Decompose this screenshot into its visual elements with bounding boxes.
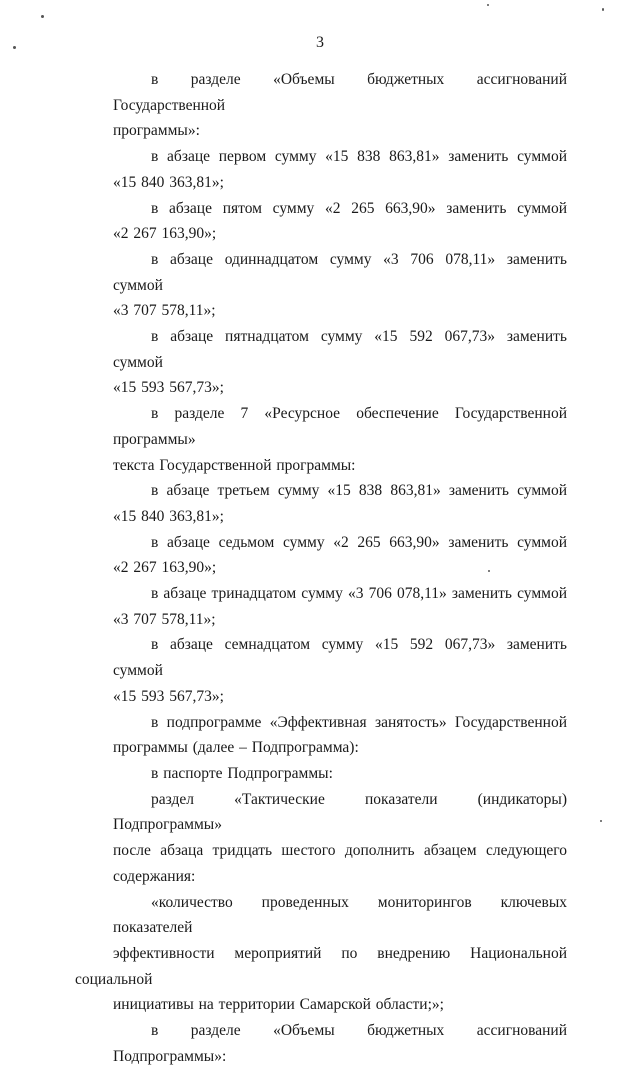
scan-speck [41, 15, 44, 18]
scan-speck [13, 46, 16, 49]
paragraph-line: в абзаце семнадцатом сумму «15 592 067,73» заменить суммой [113, 636, 567, 680]
paragraph-line: в абзаце первом сумму «15 838 863,81» заменить суммой [151, 148, 567, 166]
paragraph-line: «3 707 578,11»; [113, 610, 216, 628]
paragraph-line: в абзаце тринадцатом сумму «3 706 078,11» заменить суммой [151, 585, 567, 603]
paragraph-line: после абзаца тридцать шестого дополнить абзацем следующего [113, 842, 567, 860]
paragraph [75, 196, 567, 247]
paragraph-line: в абзаце третьем сумму «15 838 863,81» заменить суммой [151, 482, 567, 500]
paragraph [75, 890, 567, 1019]
scan-speck [600, 820, 602, 822]
paragraph-line: «15 593 567,73»; [113, 687, 224, 705]
paragraph-line: в разделе «Объемы бюджетных ассигнований Подпрограммы»: [113, 1022, 567, 1065]
paragraph-line: в абзаце пятнадцатом сумму «15 592 067,73» заменить суммой [113, 328, 567, 371]
paragraph-line: «количество проведенных мониторингов ключевых показателей [113, 893, 567, 937]
paragraph-line: в абзаце одиннадцатом сумму «3 706 078,11» заменить суммой [113, 250, 567, 294]
paragraph-line: «2 267 163,90»; [113, 559, 217, 577]
paragraph [75, 247, 567, 324]
paragraph [75, 530, 567, 581]
paragraph [75, 632, 567, 709]
paragraph [75, 144, 567, 195]
paragraph [75, 710, 567, 761]
paragraph [75, 67, 567, 144]
paragraph-line: в подпрограмме «Эффективная занятость» Государственной [151, 713, 567, 731]
page-number: 3 [316, 34, 324, 51]
paragraph-line: в абзаце пятом сумму «2 265 663,90» заменить суммой [151, 199, 567, 217]
paragraph [75, 787, 567, 890]
paragraph-line: в абзаце седьмом сумму «2 265 663,90» заменить суммой [151, 533, 567, 551]
paragraph-line: в разделе 7 «Ресурсное обеспечение Государственной программы» [113, 405, 567, 448]
paragraph-line: в паспорте Подпрограммы: [151, 764, 333, 782]
paragraph-line: «15 840 363,81»; [113, 173, 224, 191]
paragraph-line: «2 267 163,90»; [113, 225, 217, 243]
paragraph [75, 324, 567, 401]
scan-speck [602, 8, 604, 11]
paragraph [75, 581, 567, 632]
paragraph-line: программы»: [113, 122, 200, 140]
paragraph-line: инициативы на территории Самарской области;»; [113, 996, 444, 1014]
paragraph [75, 1018, 567, 1069]
scan-speck [487, 4, 489, 6]
paragraph [75, 761, 567, 787]
scan-speck [488, 570, 490, 572]
paragraph [75, 401, 567, 478]
paragraph-line: текста Государственной программы: [113, 456, 356, 474]
paragraph-line: в разделе «Объемы бюджетных ассигнований Государственной [113, 71, 567, 114]
paragraph-line: «3 707 578,11»; [113, 302, 216, 320]
paragraph-line: эффективности мероприятий по внедрению Национальной социальной [75, 944, 567, 988]
paragraph-line: содержания: [113, 867, 196, 885]
paragraph-line: программы (далее – Подпрограмма): [113, 739, 359, 757]
paragraph-line: «15 840 363,81»; [113, 507, 224, 525]
paragraph-line: «15 593 567,73»; [113, 379, 224, 397]
paragraph [75, 478, 567, 529]
document-body [75, 67, 567, 1069]
paragraph-line: раздел «Тактические показатели (индикаторы) Подпрограммы» [113, 790, 567, 834]
